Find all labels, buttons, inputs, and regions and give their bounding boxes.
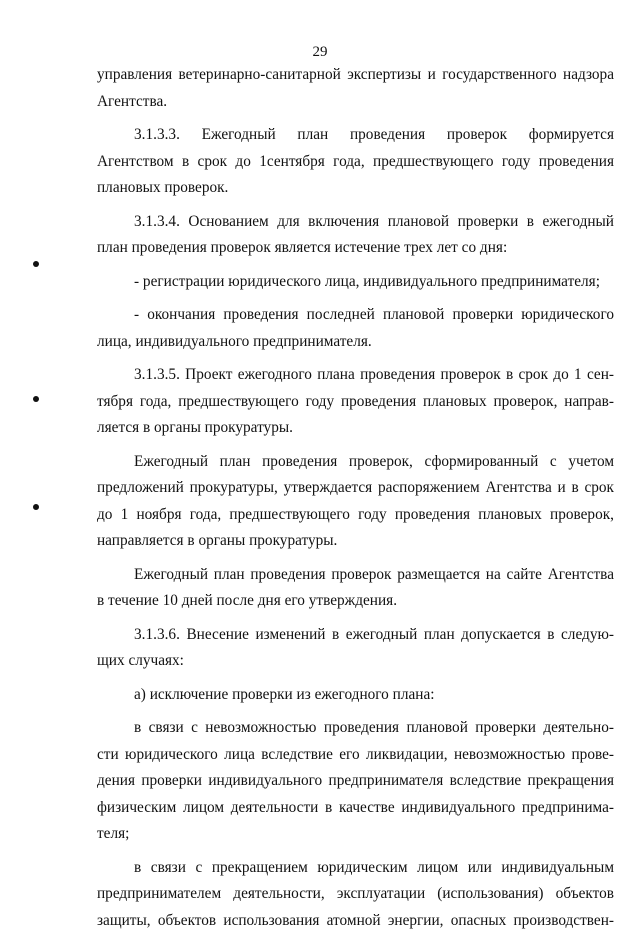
text-line: Агентства. [97,89,614,116]
text-line: в связи с прекращением юридическим лицом или индивидуальным [97,855,614,882]
text-line: плановых проверок. [97,175,614,202]
text-line: 3.1.3.4. Основанием для включения плановой проверки в ежегодный [97,209,614,236]
margin-dot [33,396,39,402]
paragraph [97,209,614,262]
paragraph [97,449,614,555]
text-line: теля; [97,821,614,848]
text-line: Ежегодный план проведения проверок размещается на сайте Агентства [97,562,614,589]
paragraph [97,269,614,296]
text-line: защиты, объектов использования атомной энергии, опасных производствен- [97,908,614,934]
paragraph [97,562,614,615]
page-number: 29 [0,44,640,61]
text-line: направляется в органы прокуратуры. [97,528,614,555]
paragraph [97,302,614,355]
text-line: лица, индивидуального предпринимателя. [97,329,614,356]
text-line: ляется в органы прокуратуры. [97,415,614,442]
text-line: - окончания проведения последней плановой проверки юридического [97,302,614,329]
paragraph [97,855,614,934]
text-line: а) исключение проверки из ежегодного плана: [97,682,614,709]
text-line: предпринимателем деятельности, эксплуатации (использования) объектов [97,881,614,908]
text-line: в связи с невозможностью проведения плановой проверки деятельно- [97,715,614,742]
paragraph [97,122,614,202]
text-line: управления ветеринарно-санитарной экспертизы и государственного надзора [97,62,614,89]
text-line: 3.1.3.6. Внесение изменений в ежегодный план допускается в следую- [97,622,614,649]
paragraph [97,362,614,442]
margin-dot [33,261,39,267]
text-line: Агентством в срок до 1сентября года, предшествующего году проведения [97,149,614,176]
text-line: щих случаях: [97,648,614,675]
text-line: предложений прокуратуры, утверждается распоряжением Агентства и в срок [97,475,614,502]
text-line: в течение 10 дней после дня его утверждения. [97,588,614,615]
text-line: сти юридического лица вследствие его ликвидации, невозможностью прове- [97,742,614,769]
text-line: - регистрации юридического лица, индивидуального предпринимателя; [97,269,614,296]
text-line: физическим лицом деятельности в качестве индивидуального предпринима- [97,795,614,822]
text-line: 3.1.3.5. Проект ежегодного плана проведения проверок в срок до 1 сен- [97,362,614,389]
text-line: Ежегодный план проведения проверок, сформированный с учетом [97,449,614,476]
text-line: тября года, предшествующего году проведения плановых проверок, направ- [97,389,614,416]
text-line: 3.1.3.3. Ежегодный план проведения проверок формируется [97,122,614,149]
text-line: план проведения проверок является истечение трех лет со дня: [97,235,614,262]
document-body [97,62,614,934]
paragraph [97,622,614,675]
paragraph [97,682,614,709]
margin-dot [33,504,39,510]
paragraph [97,715,614,848]
text-line: дения проверки индивидуального предпринимателя вследствие прекращения [97,768,614,795]
paragraph [97,62,614,115]
text-line: до 1 ноября года, предшествующего году проведения плановых проверок, [97,502,614,529]
